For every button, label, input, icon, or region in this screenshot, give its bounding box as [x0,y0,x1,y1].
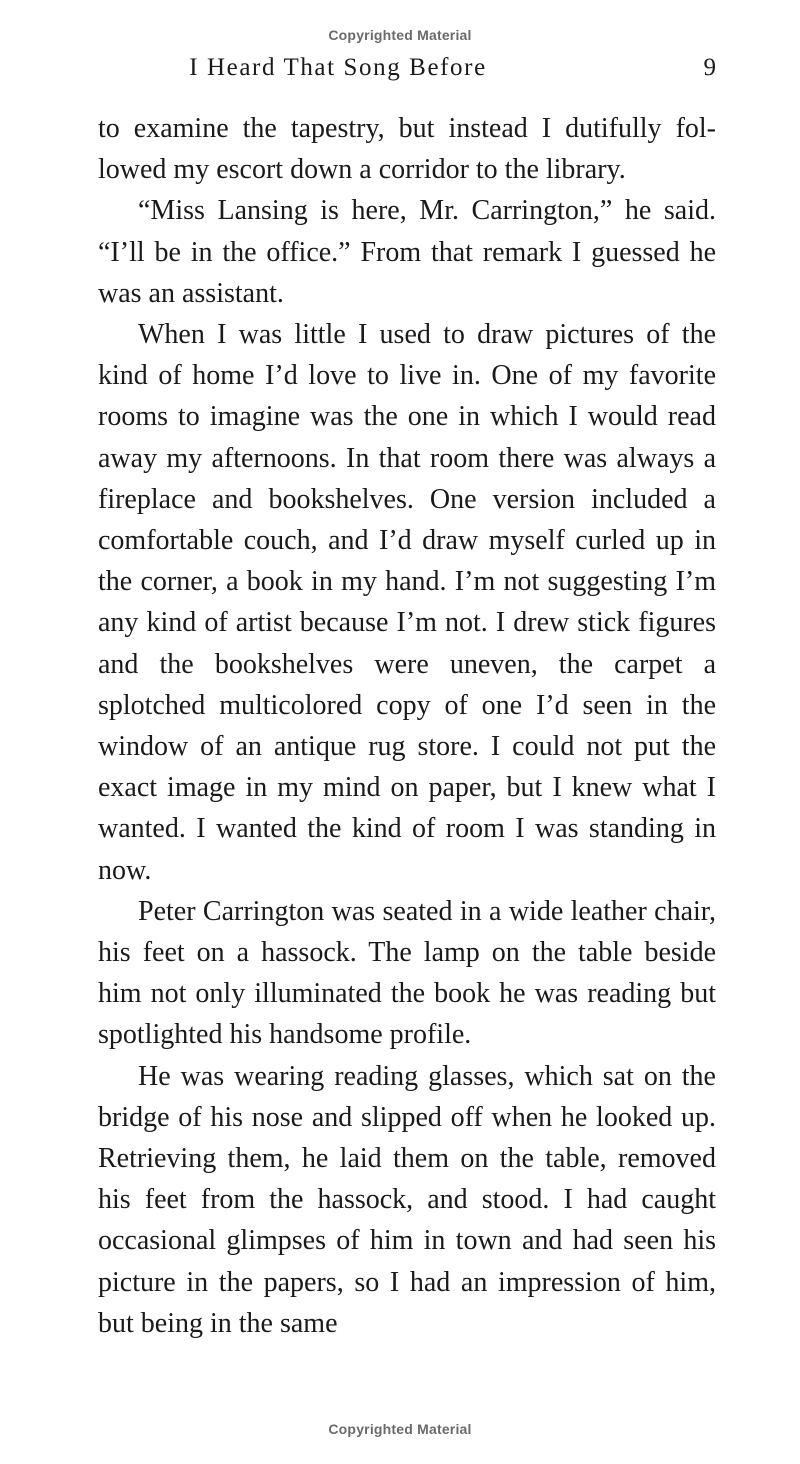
paragraph: “Miss Lansing is here, Mr. Carrington,” he said. “I’ll be in the office.” From that remark I guessed he was an assistant. [98,195,716,309]
body-text [98,108,716,1344]
paragraph-continuation: to examine the tapestry, but instead I dutifully followed my escort down a corridor to the library. [98,113,716,186]
paragraph: He was wearing reading glasses, which sat on the bridge of his nose and slipped off when he looked up. Retrieving them, he laid them on the table, removed his feet from the hassock, and stood. I had caught occasional glimpses of him in town and had seen his picture in the papers, so I had an impression of him, but being in the same [98,1060,716,1339]
running-header [98,52,716,86]
copyright-watermark-top: Copyrighted Material [328,27,472,43]
running-title: I Heard That Song Before [189,54,487,81]
page-number: 9 [703,54,716,81]
copyright-watermark-bottom: Copyrighted Material [328,1421,472,1437]
paragraph: When I was little I used to draw pictures of the kind of home I’d love to live in. One of my favorite rooms to imagine was the one in which I would read away my afternoons. In that room there was always a fireplace and bookshelves. One version included a comfortable couch, and I’d draw myself curled up in the corner, a book in my hand. I’m not suggesting I’m any kind of artist because I’m not. I drew stick figures and the bookshelves were uneven, the carpet a splotched multicolored copy of one I’d seen in the window of an antique rug store. I could not put the exact image in my mind on paper, but I knew what I wanted. I wanted the kind of room I was standing in now. [98,319,716,886]
paragraph: Peter Carrington was seated in a wide leather chair, his feet on a hassock. The lamp on the table beside him not only illuminated the book he was reading but spotlighted his handsome profile. [98,895,716,1051]
